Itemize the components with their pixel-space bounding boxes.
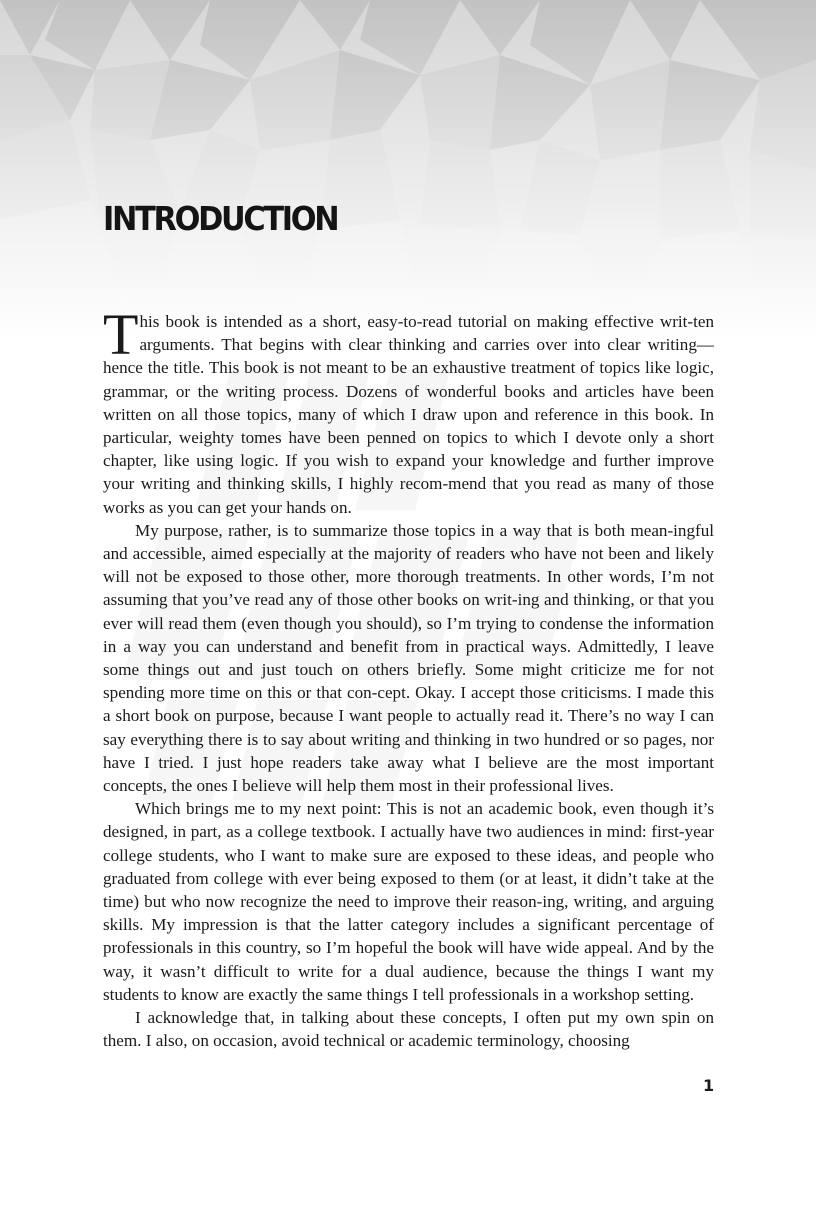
chapter-title: INTRODUCTION xyxy=(103,199,338,238)
paragraph-3: Which brings me to my next point: This is not an academic book, even though it’s designed, in part, as a college textbook. I actually have two audiences in mind: first-year college students, who I want to make sure are exposed to these ideas, and people who graduated from college with ever being exposed to them (or at least, it didn’t take at the time) but who now recognize the need to improve their reason-ing, writing, and arguing skills. My impression is that the latter category includes a significant percentage of professionals in this country, so I’m hopeful the book will have wide appeal. And by the way, it wasn’t difficult to write for a dual audience, because the things I want my students to know are exactly the same things I tell professionals in a workshop setting. xyxy=(103,799,714,1004)
paragraph-1-text: his book is intended as a short, easy-to-read tutorial on making effective writ-ten arguments. That begins with clear thinking and carries over into clear writing—hence the title. This book is not meant to be an exhaustive treatment of topics like logic, grammar, or the writing process. Dozens of wonderful books and articles have been written on all those topics, many of which I draw upon and reference in this book. In particular, weighty tomes have been penned on topics to which I devote only a short chapter, like using logic. If you wish to expand your knowledge and further improve your writing and thinking skills, I highly recom-mend that you read as many of those works as you can get your hands on. xyxy=(103,312,714,517)
header-geometric-pattern xyxy=(0,0,816,340)
paragraph-1 xyxy=(103,302,714,519)
page-number: 1 xyxy=(703,1076,715,1095)
body-text xyxy=(103,302,714,1053)
drop-cap: T xyxy=(103,302,139,367)
paragraph-4: I acknowledge that, in talking about these concepts, I often put my own spin on them. I also, on occasion, avoid technical or academic terminology, choosing xyxy=(103,1008,714,1051)
paragraph-2: My purpose, rather, is to summarize those topics in a way that is both mean-ingful and accessible, aimed especially at the majority of readers who have not been and likely will not be exposed to those other, more thorough treatments. In other words, I’m not assuming that you’ve read any of those other books on writ-ing and thinking, or that you ever will read them (even though you should), so I’m trying to condense the information in a way you can understand and benefit from in practical ways. Admittedly, I leave some things out and just touch on others briefly. Some might criticize me for not spending more time on this or that con-cept. Okay. I accept those criticisms. I made this a short book on purpose, because I want people to actually read it. There’s no way I can say everything there is to say about writing and thinking in two hundred or so pages, nor have I tried. I just hope readers take away what I believe are the most important concepts, the ones I believe will help them most in their professional lives. xyxy=(103,520,714,796)
